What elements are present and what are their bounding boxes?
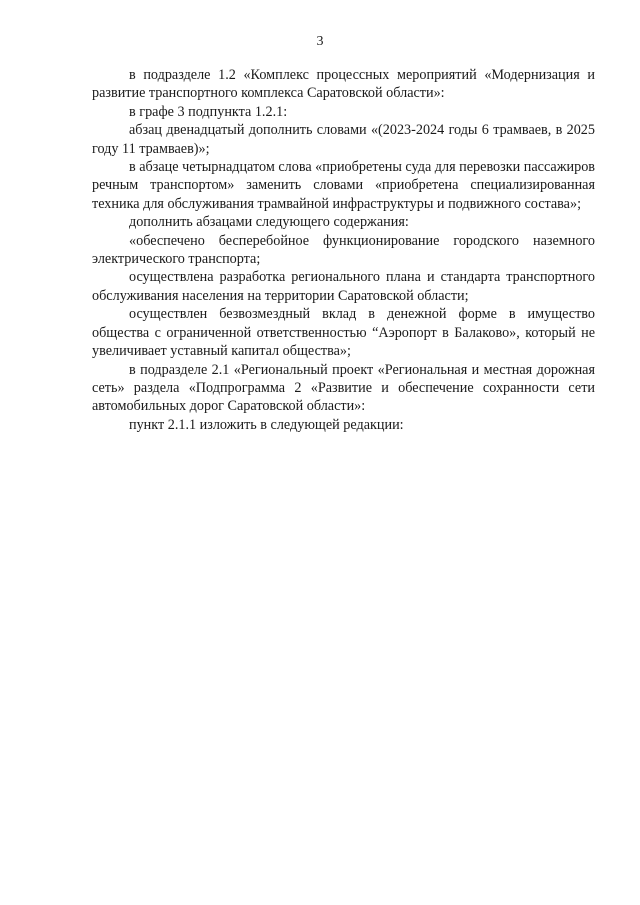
paragraph-point-2-1-1: пункт 2.1.1 изложить в следующей редакции: bbox=[129, 416, 404, 433]
paragraph-regional-plan: осуществлена разработка регионального плана и стандарта транспортного обслуживания населения на территории Саратовской области; bbox=[92, 269, 595, 304]
paragraph-fourteenth-paragraph: в абзаце четырнадцатом слова «приобретены суда для перевозки пассажиров речным транспортом» заменить словами «приобретена специализированная техника для обслуживания трамвайной инфраструктуры и подвижного состава»; bbox=[92, 159, 596, 212]
paragraph-twelfth-paragraph: абзац двенадцатый дополнить словами «(2023-2024 годы 6 трамваев, в 2025 году 11 трамваев)»; bbox=[92, 122, 595, 157]
document-body bbox=[92, 66, 595, 434]
page-number: 3 bbox=[316, 34, 324, 49]
paragraph-add-paragraphs: дополнить абзацами следующего содержания: bbox=[129, 214, 409, 231]
paragraph-electric-transport: «обеспечено бесперебойное функционирование городского наземного электрического транспорта; bbox=[92, 232, 595, 268]
paragraph-column-3: в графе 3 подпункта 1.2.1: bbox=[129, 103, 288, 120]
paragraph-subsection-2-1: в подразделе 2.1 «Региональный проект «Региональная и местная дорожная сеть» раздела «Подпрограмма 2 «Развитие и обеспечение сохранности сети автомобильных дорог Саратовской области»: bbox=[92, 361, 595, 415]
paragraph-airport-contribution: осуществлен безвозмездный вклад в денежной форме в имущество общества с ограниченной ответственностью “Аэропорт в Балаково», который не увеличивает уставный капитал общества»; bbox=[92, 306, 595, 360]
paragraph-subsection-1-2: в подразделе 1.2 «Комплекс процессных мероприятий «Модернизация и развитие транспортного комплекса Саратовской области»: bbox=[92, 67, 595, 102]
